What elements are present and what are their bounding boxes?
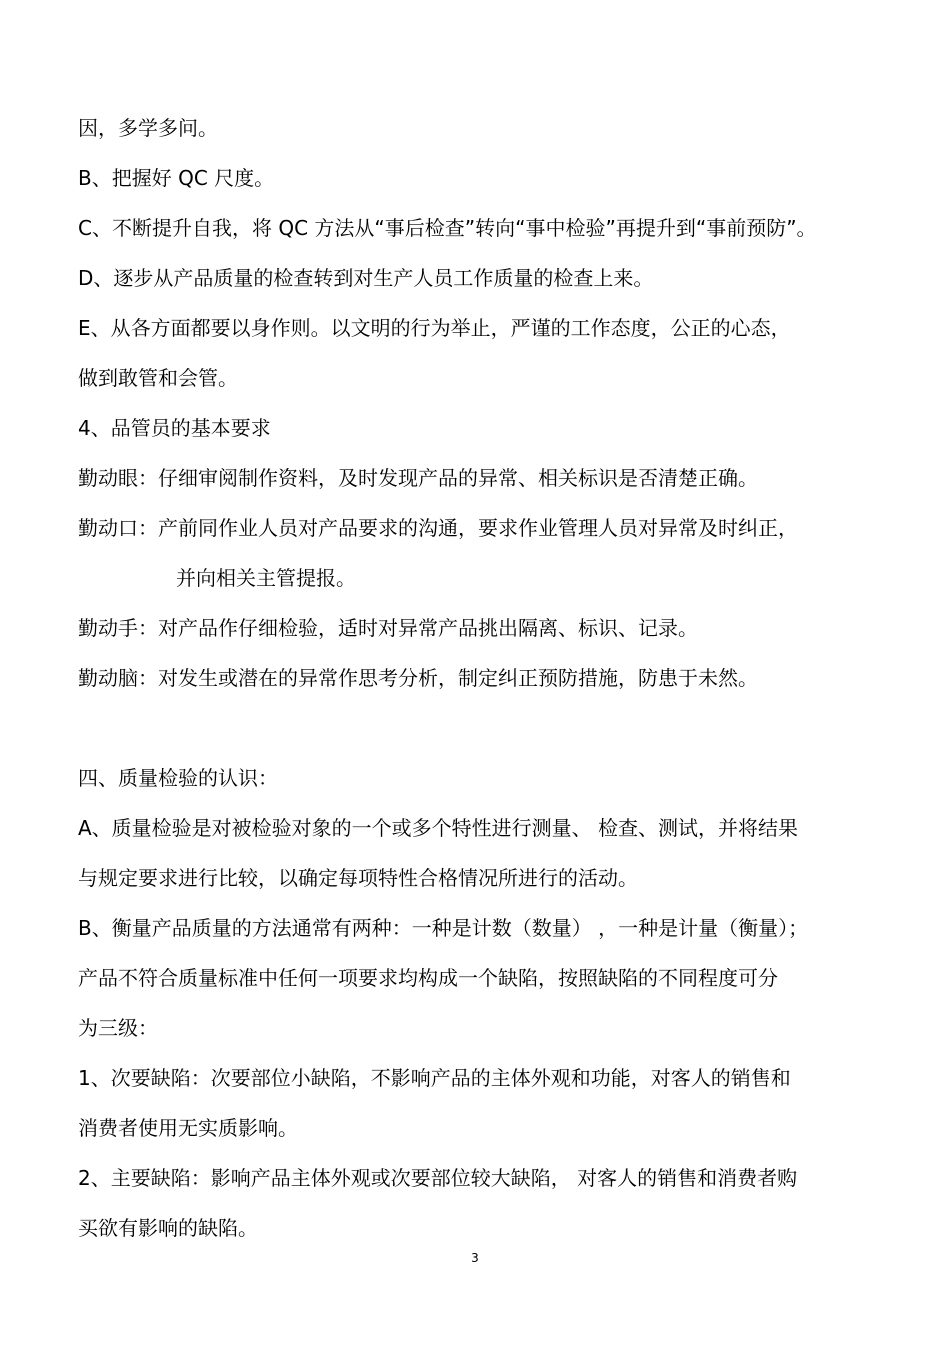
text-line: 勤动口：产前同作业人员对产品要求的沟通，要求作业管理人员对异常及时纠正，: [78, 516, 798, 540]
section-heading: 4、品管员的基本要求: [78, 416, 271, 440]
text-line: 勤动脑：对发生或潜在的异常作思考分析，制定纠正预防措施，防患于未然。: [78, 666, 758, 690]
text-line: 买欲有影响的缺陷。: [78, 1216, 258, 1240]
text-line: 并向相关主管提报。: [176, 566, 356, 590]
text-line: 做到敢管和会管。: [78, 366, 238, 390]
text-line: B、把握好 QC 尺度。: [78, 166, 275, 190]
page-number: 3: [471, 1251, 479, 1265]
text-line: 为三级：: [78, 1016, 158, 1040]
text-line: D、逐步从产品质量的检查转到对生产人员工作质量的检查上来。: [78, 266, 654, 290]
section-heading: 四、质量检验的认识：: [78, 766, 278, 790]
text-line: C、不断提升自我，将 QC 方法从“事后检查”转向“事中检验”再提升到“事前预防”。: [78, 216, 817, 240]
text-line: 勤动手：对产品作仔细检验，适时对异常产品挑出隔离、标识、记录。: [78, 616, 698, 640]
text-line: 与规定要求进行比较，以确定每项特性合格情况所进行的活动。: [78, 866, 638, 890]
text-line: 因，多学多问。: [78, 116, 218, 140]
text-line: 1、次要缺陷：次要部位小缺陷，不影响产品的主体外观和功能，对客人的销售和: [78, 1066, 791, 1090]
text-line: 消费者使用无实质影响。: [78, 1116, 298, 1140]
text-line: 勤动眼：仔细审阅制作资料，及时发现产品的异常、相关标识是否清楚正确。: [78, 466, 758, 490]
text-line: A、质量检验是对被检验对象的一个或多个特性进行测量、 检查、测试，并将结果: [78, 816, 799, 840]
text-line: 产品不符合质量标准中任何一项要求均构成一个缺陷，按照缺陷的不同程度可分: [78, 966, 778, 990]
text-line: B、衡量产品质量的方法通常有两种：一种是计数（数量） ，一种是计量（衡量）；: [78, 916, 809, 940]
text-line: E、从各方面都要以身作则。以文明的行为举止，严谨的工作态度，公正的心态，: [78, 316, 791, 340]
text-line: 2、主要缺陷：影响产品主体外观或次要部位较大缺陷， 对客人的销售和消费者购: [78, 1166, 798, 1190]
